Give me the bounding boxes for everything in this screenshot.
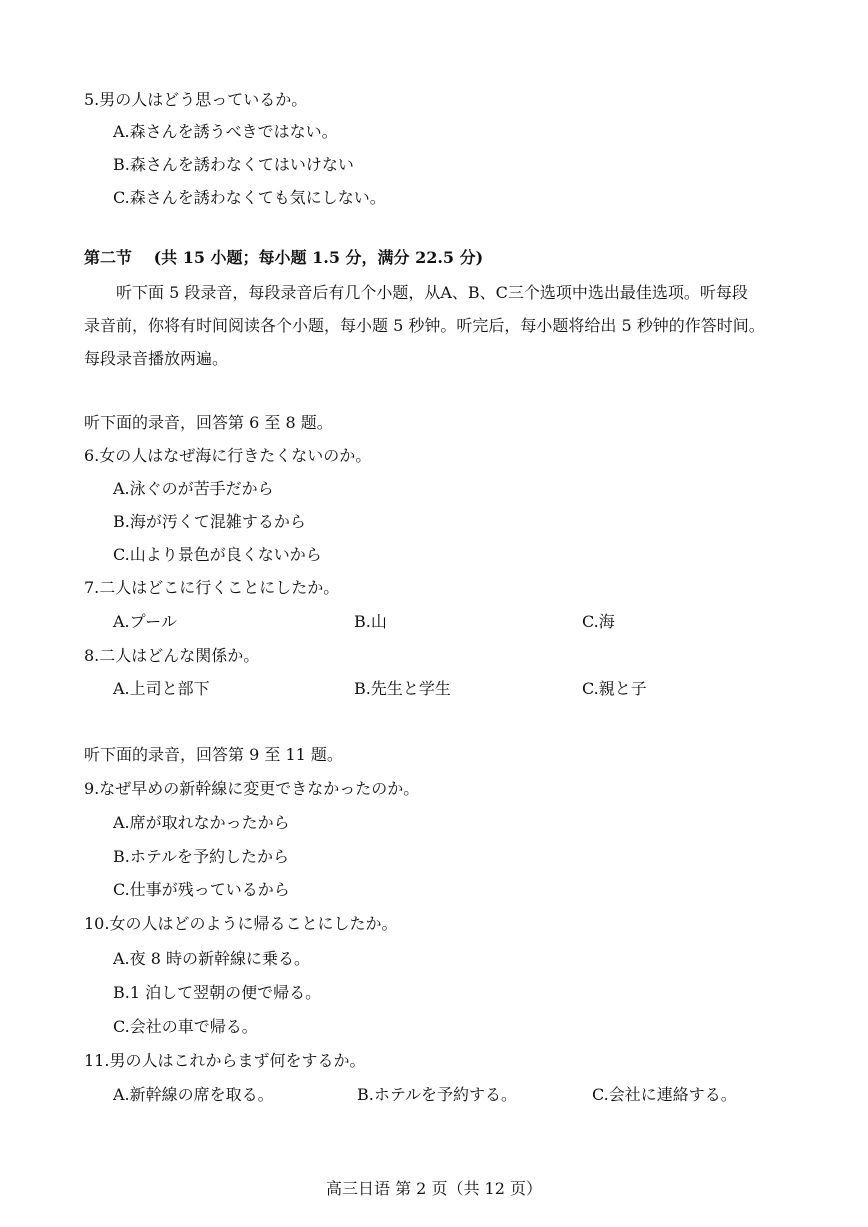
section-2-title: 第二节 (共 15 小题；每小题 1.5 分，满分 22.5 分) xyxy=(84,248,484,267)
question-5-option-c: C.森さんを誘わなくても気にしない。 xyxy=(113,188,386,207)
question-9-option-b: B.ホテルを予約したから xyxy=(113,847,290,866)
question-11-option-c: C.会社に連絡する。 xyxy=(592,1085,737,1104)
question-6-option-c: C.山より景色が良くないから xyxy=(113,545,322,564)
question-7-option-a: A.プール xyxy=(113,612,177,631)
question-5-option-a: A.森さんを誘うべきではない。 xyxy=(113,122,338,141)
section-2-instruction-line-3: 每段录音播放两遍。 xyxy=(84,349,229,368)
question-7-option-c: C.海 xyxy=(582,612,615,631)
section-2-instruction-line-1: 听下面 5 段录音，每段录音后有几个小题，从A、B、C三个选项中选出最佳选项。听每段 xyxy=(116,283,748,302)
question-11-option-a: A.新幹線の席を取る。 xyxy=(113,1085,274,1104)
question-5-stem: 5.男の人はどう思っているか。 xyxy=(84,90,308,109)
question-5-option-b: B.森さんを誘わなくてはいけない xyxy=(113,155,354,174)
question-8-option-b: B.先生と学生 xyxy=(354,679,451,698)
group-2-intro: 听下面的录音，回答第 9 至 11 题。 xyxy=(84,745,343,764)
question-10-stem: 10.女の人はどのように帰ることにしたか。 xyxy=(84,914,398,933)
question-11-option-b: B.ホテルを予約する。 xyxy=(357,1085,518,1104)
page-footer: 高三日语 第 2 页（共 12 页） xyxy=(326,1179,542,1198)
question-10-option-c: C.会社の車で帰る。 xyxy=(113,1017,258,1036)
question-7-option-b: B.山 xyxy=(354,612,387,631)
group-1-intro: 听下面的录音，回答第 6 至 8 题。 xyxy=(84,413,333,432)
question-6-option-b: B.海が汚くて混雑するから xyxy=(113,512,306,531)
question-9-stem: 9.なぜ早めの新幹線に変更できなかったのか。 xyxy=(84,779,420,798)
question-9-option-a: A.席が取れなかったから xyxy=(113,813,290,832)
section-2-instruction-line-2: 录音前，你将有时间阅读各个小题，每小题 5 秒钟。听完后，每小题将给出 5 秒钟的作答时间。 xyxy=(84,316,765,335)
question-9-option-c: C.仕事が残っているから xyxy=(113,880,290,899)
question-8-option-a: A.上司と部下 xyxy=(113,679,210,698)
question-6-option-a: A.泳ぐのが苦手だから xyxy=(113,479,274,498)
question-6-stem: 6.女の人はなぜ海に行きたくないのか。 xyxy=(84,446,372,465)
question-7-stem: 7.二人はどこに行くことにしたか。 xyxy=(84,578,340,597)
question-11-stem: 11.男の人はこれからまず何をするか。 xyxy=(84,1051,366,1070)
question-10-option-b: B.1 泊して翌朝の便で帰る。 xyxy=(113,983,322,1002)
question-8-option-c: C.親と子 xyxy=(582,679,647,698)
question-8-stem: 8.二人はどんな関係か。 xyxy=(84,646,260,665)
question-10-option-a: A.夜 8 時の新幹線に乗る。 xyxy=(113,949,310,968)
